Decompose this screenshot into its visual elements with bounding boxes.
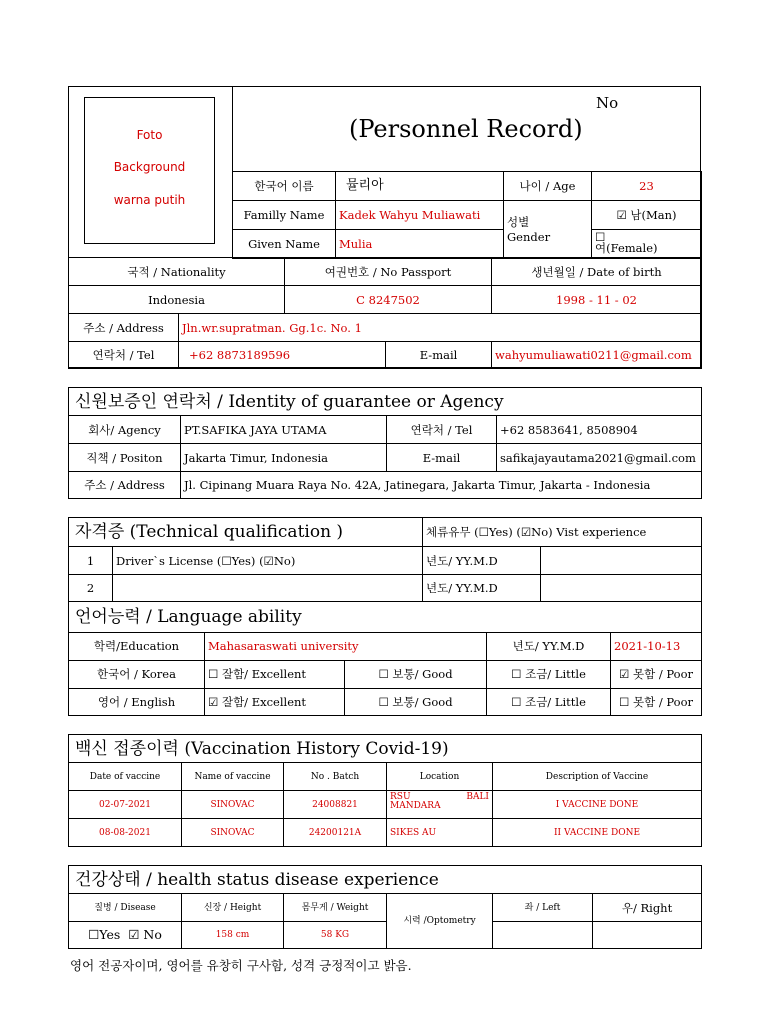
height-value[interactable]: 158 cm bbox=[182, 922, 284, 949]
table-row bbox=[69, 791, 702, 819]
qualification-row-number: 1 bbox=[69, 547, 113, 575]
gender-female-option[interactable] bbox=[592, 230, 702, 259]
education-value[interactable]: Mahasaraswati university bbox=[205, 632, 487, 660]
dob-label: 생년월일 / Date of birth bbox=[492, 258, 702, 286]
education-label: 학력/Education bbox=[69, 632, 205, 660]
table-row bbox=[69, 819, 702, 847]
english-poor-option[interactable]: ☐ 못함 / Poor bbox=[611, 688, 702, 715]
position-label: 직책 / Positon bbox=[69, 444, 181, 472]
disease-label: 질병 / Disease bbox=[69, 894, 182, 922]
vaccine-batch[interactable]: 24008821 bbox=[284, 791, 387, 819]
page-title: (Personnel Record) bbox=[349, 115, 583, 143]
position-value[interactable]: Jakarta Timur, Indonesia bbox=[181, 444, 387, 472]
vision-right-label: 우/ Right bbox=[593, 894, 702, 922]
family-name-label: Familly Name bbox=[233, 201, 336, 230]
name-table bbox=[232, 171, 702, 259]
korean-little-option[interactable]: ☐ 조금/ Little bbox=[487, 660, 611, 688]
passport-label: 여권번호 / No Passport bbox=[285, 258, 492, 286]
optometry-label: 시력 /Optometry bbox=[387, 894, 493, 949]
qualification-item[interactable]: Driver`s License (☐Yes) (☑No) bbox=[113, 547, 423, 575]
age-value[interactable]: 23 bbox=[592, 172, 702, 201]
email-value[interactable]: wahyumuliawati0211@gmail.com bbox=[492, 342, 702, 369]
vaccine-header-date: Date of vaccine bbox=[69, 763, 182, 791]
given-name-label: Given Name bbox=[233, 230, 336, 259]
gender-female-label: 여(Female) bbox=[595, 241, 658, 255]
vaccine-table bbox=[68, 734, 702, 847]
disease-options[interactable] bbox=[69, 922, 182, 949]
qualification-heading: 자격증 (Technical qualification ) bbox=[69, 518, 423, 547]
qualification-date-label: 년도/ YY.M.D bbox=[423, 547, 541, 575]
guarantee-heading: 신원보증인 연락처 / Identity of guarantee or Agency bbox=[69, 388, 702, 416]
qualification-date-value[interactable] bbox=[541, 575, 702, 602]
vaccine-location-part: BALI bbox=[466, 792, 489, 802]
vaccine-header-location: Location bbox=[387, 763, 493, 791]
gender-male-option[interactable]: ☑ 남(Man) bbox=[592, 201, 702, 230]
health-table bbox=[68, 865, 702, 949]
address-value[interactable]: Jln.wr.supratman. Gg.1c. No. 1 bbox=[179, 314, 702, 342]
age-label: 나이 / Age bbox=[504, 172, 592, 201]
vaccine-location[interactable]: SIKES AU bbox=[387, 819, 493, 847]
qualification-date-value[interactable] bbox=[541, 547, 702, 575]
guarantee-address-label: 주소 / Address bbox=[69, 472, 181, 499]
language-heading: 언어능력 / Language ability bbox=[69, 602, 702, 632]
vaccine-location[interactable] bbox=[387, 791, 493, 819]
korean-excellent-option[interactable]: ☐ 잘함/ Excellent bbox=[205, 660, 345, 688]
vaccine-name[interactable]: SINOVAC bbox=[182, 791, 284, 819]
gender-female-checkbox[interactable]: ☐ bbox=[595, 230, 606, 244]
qualification-row-number: 2 bbox=[69, 575, 113, 602]
vaccine-header-description: Description of Vaccine bbox=[493, 763, 702, 791]
korean-name-value[interactable]: 뮬리아 bbox=[336, 172, 504, 201]
gender-label: 성별 Gender bbox=[504, 201, 592, 259]
language-english-label: 영어 / English bbox=[69, 688, 205, 715]
photo-placeholder[interactable] bbox=[84, 97, 215, 244]
vaccine-heading: 백신 접종이력 (Vaccination History Covid-19) bbox=[69, 735, 702, 763]
vaccine-date[interactable]: 08-08-2021 bbox=[69, 819, 182, 847]
dob-value[interactable]: 1998 - 11 - 02 bbox=[492, 286, 702, 314]
health-heading: 건강상태 / health status disease experience bbox=[69, 866, 702, 894]
identity-table bbox=[68, 257, 702, 369]
vision-right-value[interactable] bbox=[593, 922, 702, 949]
weight-label: 몸무게 / Weight bbox=[284, 894, 387, 922]
korean-good-option[interactable]: ☐ 보통/ Good bbox=[345, 660, 487, 688]
guarantee-tel-value[interactable]: +62 8583641, 8508904 bbox=[497, 416, 702, 444]
vaccine-location-part: RSU bbox=[390, 792, 411, 802]
stay-experience[interactable]: 체류유무 (☐Yes) (☑No) Vist experience bbox=[423, 518, 702, 547]
nationality-label: 국적 / Nationality bbox=[69, 258, 285, 286]
vaccine-description[interactable]: II VACCINE DONE bbox=[493, 819, 702, 847]
korean-poor-option[interactable]: ☑ 못함 / Poor bbox=[611, 660, 702, 688]
qualification-item[interactable] bbox=[113, 575, 423, 602]
vaccine-date[interactable]: 02-07-2021 bbox=[69, 791, 182, 819]
english-good-option[interactable]: ☐ 보통/ Good bbox=[345, 688, 487, 715]
guarantee-table bbox=[68, 387, 702, 499]
guarantee-email-label: E-mail bbox=[387, 444, 497, 472]
disease-no-checkbox[interactable]: ☑ No bbox=[128, 927, 162, 942]
photo-text-line1: Foto bbox=[136, 128, 163, 142]
weight-value[interactable]: 58 KG bbox=[284, 922, 387, 949]
tel-label: 연락처 / Tel bbox=[69, 342, 179, 369]
vaccine-header-name: Name of vaccine bbox=[182, 763, 284, 791]
vaccine-description[interactable]: I VACCINE DONE bbox=[493, 791, 702, 819]
education-year-value[interactable]: 2021-10-13 bbox=[611, 632, 702, 660]
english-little-option[interactable]: ☐ 조금/ Little bbox=[487, 688, 611, 715]
record-number-label: No bbox=[596, 94, 619, 112]
passport-value[interactable]: C 8247502 bbox=[285, 286, 492, 314]
vision-left-label: 좌 / Left bbox=[493, 894, 593, 922]
vaccine-batch[interactable]: 24200121A bbox=[284, 819, 387, 847]
guarantee-address-value[interactable]: Jl. Cipinang Muara Raya No. 42A, Jatinegara, Jakarta Timur, Jakarta - Indonesia bbox=[181, 472, 702, 499]
given-name-value[interactable]: Mulia bbox=[336, 230, 504, 259]
education-year-label: 년도/ YY.M.D bbox=[487, 632, 611, 660]
english-excellent-option[interactable]: ☑ 잘함/ Excellent bbox=[205, 688, 345, 715]
agency-value[interactable]: PT.SAFIKA JAYA UTAMA bbox=[181, 416, 387, 444]
tel-value[interactable]: +62 8873189596 bbox=[179, 342, 386, 369]
vaccine-header-batch: No . Batch bbox=[284, 763, 387, 791]
nationality-value[interactable]: Indonesia bbox=[69, 286, 285, 314]
language-korean-label: 한국어 / Korea bbox=[69, 660, 205, 688]
photo-text-line2: Background bbox=[113, 160, 186, 174]
disease-yes-checkbox[interactable]: ☐Yes bbox=[88, 927, 121, 942]
qualification-date-label: 년도/ YY.M.D bbox=[423, 575, 541, 602]
vaccine-name[interactable]: SINOVAC bbox=[182, 819, 284, 847]
guarantee-tel-label: 연락처 / Tel bbox=[387, 416, 497, 444]
remarks-text: 영어 전공자이며, 영어를 유창히 구사함, 성격 긍정적이고 밝음. bbox=[70, 958, 412, 973]
photo-text-line3: warna putih bbox=[113, 193, 186, 207]
address-label: 주소 / Address bbox=[69, 314, 179, 342]
height-label: 신장 / Height bbox=[182, 894, 284, 922]
qualification-table bbox=[68, 517, 702, 716]
korean-name-label: 한국어 이름 bbox=[233, 172, 336, 201]
family-name-value[interactable]: Kadek Wahyu Muliawati bbox=[336, 201, 504, 230]
vision-left-value[interactable] bbox=[493, 922, 593, 949]
agency-label: 회사/ Agency bbox=[69, 416, 181, 444]
guarantee-email-value[interactable]: safikajayautama2021@gmail.com bbox=[497, 444, 702, 472]
email-label: E-mail bbox=[386, 342, 492, 369]
vaccine-location-part: MANDARA bbox=[390, 801, 441, 811]
